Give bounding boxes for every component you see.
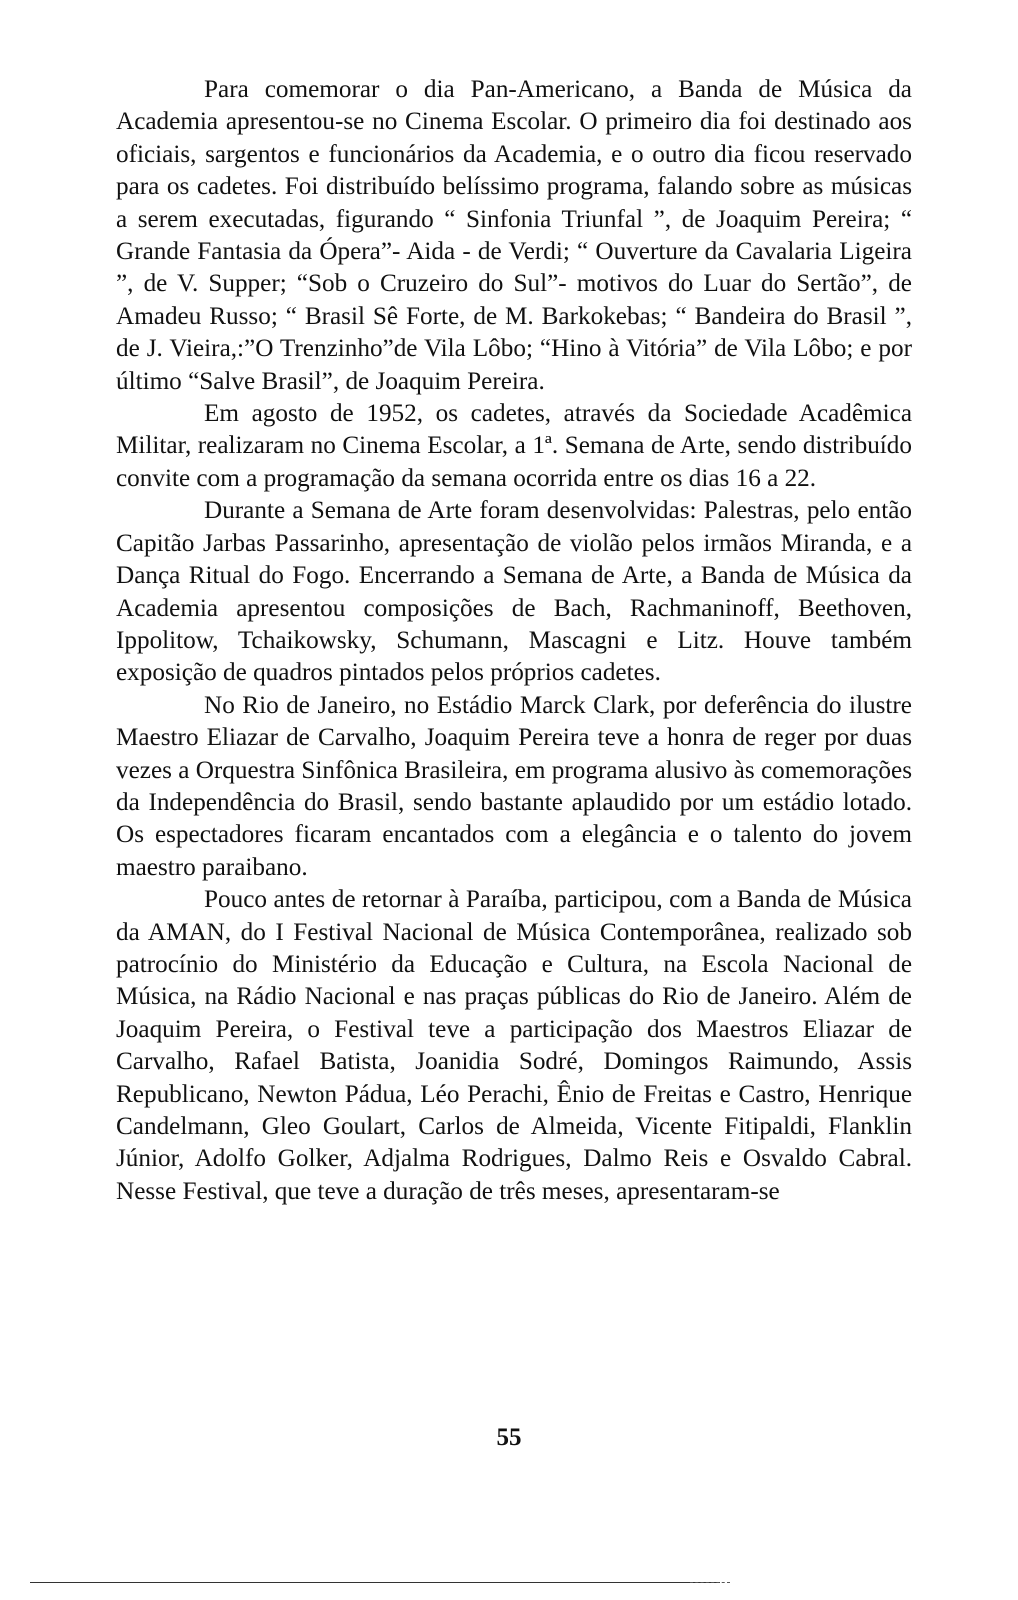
paragraph-music-festival: Pouco antes de retornar à Paraíba, participou, com a Banda de Música da AMAN, do I Festival Nacional de Música Contemporânea, realizado sob patrocínio do Ministério da Educação e Cultura, na Escola Nacional de Música, na Rádio Nacional e nas praças públicas do Rio de Janeiro. Além de Joaquim Pereira, o Festival teve a participação dos Maestros Eliazar de Carvalho, Rafael Batista, Joanidia Sodré, Domingos Raimundo, Assis Republicano, Newton Pádua, Léo Perachi, Ênio de Freitas e Castro, Henrique Candelmann, Gleo Goulart, Carlos de Almeida, Vicente Fitipaldi, Flanklin Júnior, Adolfo Golker, Adjalma Rodrigues, Dalmo Reis e Osvaldo Cabral. Nesse Festival, que teve a duração de três meses, apresentaram-se xyxy=(116,886,912,1205)
paragraph-rio-de-janeiro-concert: No Rio de Janeiro, no Estádio Marck Clark, por deferência do ilustre Maestro Eliazar de Carvalho, Joaquim Pereira teve a honra de reger por duas vezes a Orquestra Sinfônica Brasileira, em programa alusivo às comemorações da Independência do Brasil, sendo bastante aplaudido por um estádio lotado. Os espectadores ficaram encantados com a elegância e o talento do jovem maestro paraibano. xyxy=(116,691,912,881)
page-body xyxy=(116,74,912,1208)
paragraph-art-week-activities: Durante a Semana de Arte foram desenvolvidas: Palestras, pelo então Capitão Jarbas Passarinho, apresentação de violão pelos irmãos Miranda, e a Dança Ritual do Fogo. Encerrando a Semana de Arte, a Banda de Música da Academia apresentou composições de Bach, Rachmaninoff, Beethoven, Ippolitow, Tchaikowsky, Schumann, Mascagni e Litz. Houve também exposição de quadros pintados pelos próprios cadetes. xyxy=(116,497,912,687)
page-number: 55 xyxy=(496,1424,522,1451)
paragraph-pan-american-day: Para comemorar o dia Pan-Americano, a Banda de Música da Academia apresentou-se no Cinema Escolar. O primeiro dia foi destinado aos oficiais, sargentos e funcionários da Academia, e o outro dia ficou reservado para os cadetes. Foi distribuído belíssimo programa, falando sobre as músicas a serem executadas, figurando “ Sinfonia Triunfal ”, de Joaquim Pereira; “ Grande Fantasia da Ópera”- Aida - de Verdi; “ Ouverture da Cavalaria Ligeira ”, de V. Supper; “Sob o Cruzeiro do Sul”- motivos do Luar do Sertão”, de Amadeu Russo; “ Brasil Sê Forte, de M. Barkokebas; “ Bandeira do Brasil ”, de J. Vieira,:”O Trenzinho”de Vila Lôbo; “Hino à Vitória” de Vila Lôbo; e por último “Salve Brasil”, de Joaquim Pereira. xyxy=(116,76,912,395)
scan-edge-line-dashed xyxy=(690,1582,730,1583)
paragraph-art-week-1952: Em agosto de 1952, os cadetes, através da Sociedade Acadêmica Militar, realizaram no Cinema Escolar, a 1ª. Semana de Arte, sendo distribuído convite com a programação da semana ocorrida entre os dias 16 a 22. xyxy=(116,400,912,492)
scan-edge-line xyxy=(30,1582,720,1583)
